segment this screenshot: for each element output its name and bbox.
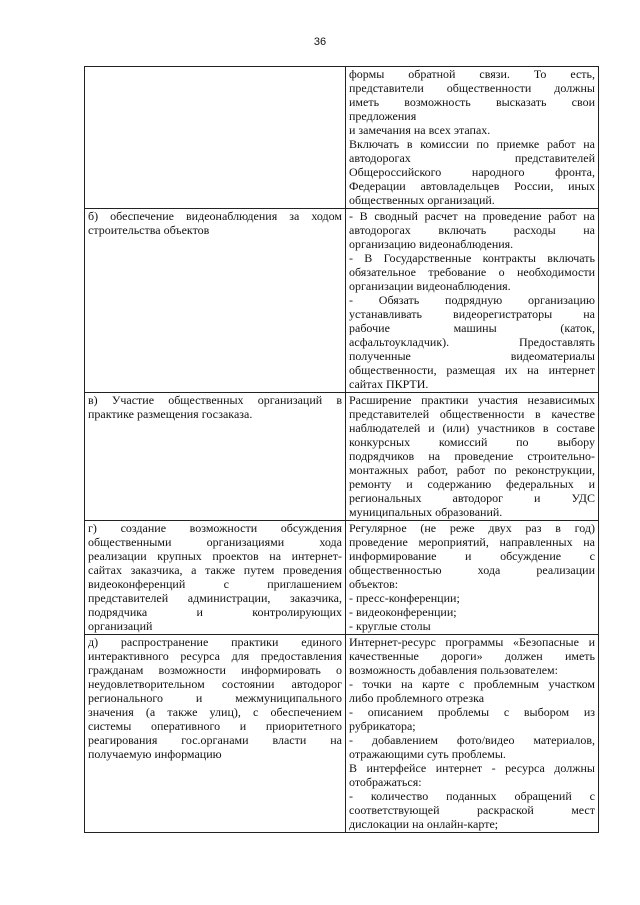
measures-cell [346, 209, 599, 393]
text-line: - пресс-конференции; [349, 591, 460, 605]
text-line: конкурсных комиссий по выбору [349, 435, 595, 449]
text-line: - В Государственные контракты включать [349, 251, 595, 265]
text-line: подрядчика и контролирующих [88, 605, 342, 619]
text-line: - видеоконференции; [349, 605, 457, 619]
text-line: Регулярное (не реже двух раз в год) [349, 521, 595, 535]
text-line: в) Участие общественных организаций в [88, 393, 342, 407]
task-cell [85, 67, 346, 209]
text-line: организации видеонаблюдения. [349, 279, 511, 293]
text-line: объектов: [349, 577, 399, 591]
text-line: региональных автодорог и УДС [349, 491, 595, 505]
text-line: Федерации автовладельцев России, иных [349, 179, 595, 193]
text-line: Расширение практики участия независимых [349, 393, 595, 407]
table-row [85, 209, 599, 393]
table-row [85, 521, 599, 635]
text-line: подрядчиков на проведение строительно- [349, 449, 595, 463]
text-line: проведение мероприятий, направленных на [349, 535, 595, 549]
text-line: формы обратной связи. То есть, [349, 67, 595, 81]
measures-cell [346, 393, 599, 521]
text-line: строительства объектов [88, 223, 210, 237]
text-line: автодорогах представителей [349, 151, 595, 165]
text-line: ремонту и содержанию федеральных и [349, 477, 595, 491]
text-line: предложения [349, 109, 417, 123]
page-number: 36 [313, 36, 327, 48]
text-line: представителей общественности в качестве [349, 407, 595, 421]
text-line: качественные дороги» должен иметь [349, 649, 595, 663]
text-line: Интернет-ресурс программы «Безопасные и [349, 635, 595, 649]
text-line: представителей администрации, заказчика, [88, 591, 342, 605]
text-line: рабочие машины (каток, [349, 321, 595, 335]
text-line: получаемую информацию [88, 747, 222, 761]
text-line: дислокации на онлайн-карте; [349, 817, 499, 831]
text-line: отражающими суть проблемы. [349, 747, 506, 761]
text-line: информирование и обсуждение с [349, 549, 595, 563]
text-line: соответствующей раскраской мест [349, 803, 595, 817]
text-line: значения (а также улиц), с обеспечением [88, 705, 342, 719]
text-line: реализации крупных проектов на интернет- [88, 549, 342, 563]
text-line: полученные видеоматериалы [349, 349, 595, 363]
text-line: Включать в комиссии по приемке работ на [349, 137, 595, 151]
text-line: практике размещения госзаказа. [88, 407, 253, 421]
task-cell [85, 635, 346, 833]
text-line: - точки на карте с проблемным участком [349, 677, 595, 691]
text-line: представители общественности должны [349, 81, 595, 95]
text-line: системы оперативного и приоритетного [88, 719, 342, 733]
text-line: - В сводный расчет на проведение работ на [349, 209, 595, 223]
text-line: организацию видеонаблюдения. [349, 237, 514, 251]
text-line: реагирования гос.органами власти на [88, 733, 342, 747]
task-cell [85, 393, 346, 521]
text-line: б) обеспечение видеонаблюдения за ходом [88, 209, 342, 223]
text-line: - круглые столы [349, 619, 431, 633]
measures-table [84, 66, 599, 833]
text-line: д) распространение практики единого [88, 635, 342, 649]
measures-cell [346, 521, 599, 635]
text-line: интерактивного ресурса для предоставления [88, 649, 342, 663]
text-line: гражданам возможности информировать о [88, 663, 342, 677]
measures-table-body [85, 67, 599, 833]
text-line: наблюдателей и (или) участников в составе [349, 421, 595, 435]
table-row [85, 635, 599, 833]
measures-cell [346, 635, 599, 833]
text-line: возможность добавления пользователем: [349, 663, 558, 677]
text-line: видеоконференций с приглашением [88, 577, 342, 591]
measures-cell [346, 67, 599, 209]
text-line: общественными организациями хода [88, 535, 342, 549]
text-line: В интерфейсе интернет - ресурса должны [349, 761, 595, 775]
text-line: общественных организаций. [349, 193, 495, 207]
text-line: рубрикатора; [349, 719, 416, 733]
text-line: Общероссийского народного фронта, [349, 165, 595, 179]
text-line: асфальтоукладчик). Предоставлять [349, 335, 595, 349]
text-line: неудовлетворительном состоянии автодорог [88, 677, 342, 691]
text-line: иметь возможность высказать свои [349, 95, 595, 109]
text-line: автодорогах включать расходы на [349, 223, 595, 237]
text-line: сайтах ПКРТИ. [349, 377, 429, 391]
table-row [85, 67, 599, 209]
task-cell [85, 521, 346, 635]
text-line: общественностью хода реализации [349, 563, 595, 577]
text-line: сайтах заказчика, а также путем проведения [88, 563, 342, 577]
text-line: отображаться: [349, 775, 422, 789]
text-line: - добавлением фото/видео материалов, [349, 733, 595, 747]
table-row [85, 393, 599, 521]
text-line: - описанием проблемы с выбором из [349, 705, 595, 719]
text-line: организаций [88, 619, 153, 633]
text-line: - количество поданных обращений с [349, 789, 595, 803]
text-line: - Обязать подрядную организацию [349, 293, 595, 307]
text-line: общественности, размещая их на интернет [349, 363, 595, 377]
task-cell [85, 209, 346, 393]
text-line: муниципальных образований. [349, 505, 503, 519]
text-line: и замечания на всех этапах. [349, 123, 491, 137]
text-line: регионального и межмуниципального [88, 691, 342, 705]
text-line: обязательное требование о необходимости [349, 265, 595, 279]
text-line: устанавливать видеорегистраторы на [349, 307, 595, 321]
text-line: г) создание возможности обсуждения [88, 521, 342, 535]
text-line: либо проблемного отрезка [349, 691, 485, 705]
text-line: монтажных работ, работ по реконструкции, [349, 463, 595, 477]
